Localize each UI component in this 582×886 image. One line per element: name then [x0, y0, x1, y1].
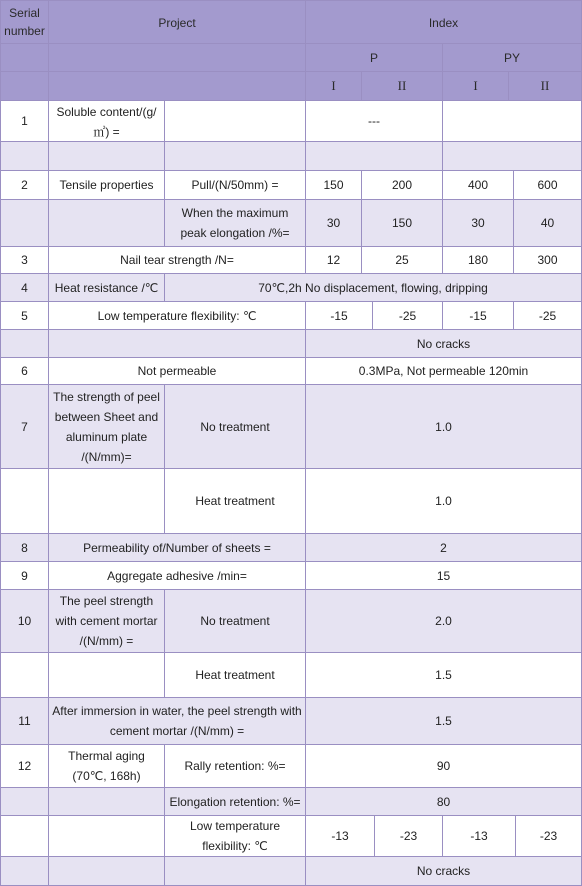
row-2b-item	[48, 199, 165, 247]
row-12-item: Thermal aging (70℃, 168h)	[48, 744, 165, 788]
row-12d-item	[48, 856, 165, 886]
row-3-item: Nail tear strength /N=	[48, 246, 306, 274]
header-blank-2	[48, 43, 306, 72]
row-5-note: No cracks	[305, 329, 582, 358]
row-8-item: Permeability of/Number of sheets =	[48, 533, 306, 562]
row-5-item: Low temperature flexibility: ℃	[48, 301, 306, 330]
row-6-no: 6	[0, 357, 49, 385]
row-2-sub1-value-2: 200	[361, 170, 443, 200]
row-7b-item	[48, 468, 165, 534]
row-7-sub2-value: 1.0	[305, 468, 582, 534]
row-9-item: Aggregate adhesive /min=	[48, 561, 306, 590]
row-2-sub2-value-3: 30	[442, 199, 514, 247]
row-2-item: Tensile properties	[48, 170, 165, 200]
row-2-sub1: Pull/(N/50mm) =	[164, 170, 306, 200]
row-5-value-2: -25	[372, 301, 443, 330]
header-blank-1	[0, 43, 49, 72]
row-7-no: 7	[0, 384, 49, 469]
row-2-sub2: When the maximum peak elongation /%=	[164, 199, 306, 247]
spacer-1b	[48, 141, 165, 171]
row-12c-no	[0, 815, 49, 857]
row-12d-no	[0, 856, 49, 886]
row-11-no: 11	[0, 697, 49, 745]
row-10-no: 10	[0, 589, 49, 653]
row-12-sub1-value: 90	[305, 744, 582, 788]
header-blank-4	[48, 71, 306, 101]
row-12-sub3-value-4: -23	[515, 815, 582, 857]
row-10b-no	[0, 652, 49, 698]
row-4-value: 70℃,2h No displacement, flowing, dripping	[164, 273, 582, 302]
spacer-1a	[0, 141, 49, 171]
header-index: Index	[305, 0, 582, 44]
row-6-item: Not permeable	[48, 357, 306, 385]
row-3-value-1: 12	[305, 246, 362, 274]
row-3-value-2: 25	[361, 246, 443, 274]
spacer-1c	[164, 141, 306, 171]
header-p: P	[305, 43, 443, 72]
row-6-value: 0.3MPa, Not permeable 120min	[305, 357, 582, 385]
row-1-no: 1	[0, 100, 49, 142]
row-10-sub1: No treatment	[164, 589, 306, 653]
row-2-sub2-value-1: 30	[305, 199, 362, 247]
row-12b-no	[0, 787, 49, 816]
header-project: Project	[48, 0, 306, 44]
row-7-sub2: Heat treatment	[164, 468, 306, 534]
row-12-sub3: Low temperature flexibility: ℃	[164, 815, 306, 857]
row-7-item: The strength of peel between Sheet and aluminum plate /(N/mm)=	[48, 384, 165, 469]
spacer-1e	[442, 141, 582, 171]
row-12c-item	[48, 815, 165, 857]
row-2b-no	[0, 199, 49, 247]
row-12d-sub	[164, 856, 306, 886]
header-blank-3	[0, 71, 49, 101]
row-5b-no	[0, 329, 49, 358]
row-1-p-value: ---	[305, 100, 443, 142]
row-9-no: 9	[0, 561, 49, 590]
row-10-sub2: Heat treatment	[164, 652, 306, 698]
header-py-grade-i: I	[442, 71, 509, 101]
row-12-sub2-value: 80	[305, 787, 582, 816]
row-7-sub1: No treatment	[164, 384, 306, 469]
row-7-sub1-value: 1.0	[305, 384, 582, 469]
row-4-no: 4	[0, 273, 49, 302]
row-9-value: 15	[305, 561, 582, 590]
row-12-sub2: Elongation retention: %=	[164, 787, 306, 816]
row-12-sub3-value-3: -13	[442, 815, 516, 857]
row-11-item: After immersion in water, the peel strength with cement mortar /(N/mm) =	[48, 697, 306, 745]
row-2-sub1-value-4: 600	[513, 170, 582, 200]
row-8-no: 8	[0, 533, 49, 562]
row-10b-item	[48, 652, 165, 698]
row-10-sub2-value: 1.5	[305, 652, 582, 698]
row-1-blank	[164, 100, 306, 142]
row-10-item: The peel strength with cement mortar /(N/mm) =	[48, 589, 165, 653]
row-12-no: 12	[0, 744, 49, 788]
row-2-sub1-value-1: 150	[305, 170, 362, 200]
row-12-sub1: Rally retention: %=	[164, 744, 306, 788]
row-12-sub3-value-2: -23	[374, 815, 443, 857]
row-5-no: 5	[0, 301, 49, 330]
row-3-value-3: 180	[442, 246, 514, 274]
row-2-sub2-value-4: 40	[513, 199, 582, 247]
row-11-value: 1.5	[305, 697, 582, 745]
row-8-value: 2	[305, 533, 582, 562]
row-3-value-4: 300	[513, 246, 582, 274]
row-5-value-4: -25	[513, 301, 582, 330]
row-5-value-3: -15	[442, 301, 514, 330]
spacer-1d	[305, 141, 443, 171]
row-2-no: 2	[0, 170, 49, 200]
row-2-sub2-value-2: 150	[361, 199, 443, 247]
header-p-grade-i: I	[305, 71, 362, 101]
row-12-sub3-value-1: -13	[305, 815, 375, 857]
row-10-sub1-value: 2.0	[305, 589, 582, 653]
header-serial: Serial number	[0, 0, 49, 44]
row-5b-item	[48, 329, 306, 358]
row-1-py-value	[442, 100, 582, 142]
row-12-note: No cracks	[305, 856, 582, 886]
row-2-sub1-value-3: 400	[442, 170, 514, 200]
row-7b-no	[0, 468, 49, 534]
row-3-no: 3	[0, 246, 49, 274]
row-1-item: Soluble content/(g/㎡) =	[48, 100, 165, 142]
row-4-item: Heat resistance /℃	[48, 273, 165, 302]
row-5-value-1: -15	[305, 301, 373, 330]
header-py: PY	[442, 43, 582, 72]
header-py-grade-ii: II	[508, 71, 582, 101]
header-p-grade-ii: II	[361, 71, 443, 101]
row-12b-item	[48, 787, 165, 816]
